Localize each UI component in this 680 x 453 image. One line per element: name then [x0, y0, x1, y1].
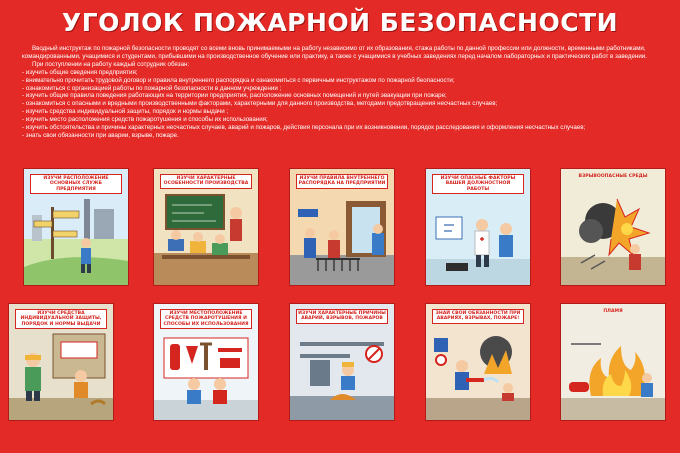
panel-label: ВЗРЫВООПАСНЫЕ СРЕДЫ	[578, 174, 648, 179]
panel-services	[23, 168, 129, 286]
duty-item: - внимательно прочитать трудовой договор и правила внутреннего распорядка и ознакомиться с первичным инструктажом по пожарной беопасности;	[22, 76, 455, 84]
duty-item: - изучить обстоятельства и причины характерных несчастных случаев, аварий и пожаров, действия персонала при их возникновении, порядок расследования и оформления несчастных случаев;	[22, 124, 586, 132]
intro-text	[22, 45, 662, 140]
panel-explosive	[560, 168, 666, 286]
panel-flame	[560, 303, 666, 421]
panel-extinguishing	[153, 303, 259, 421]
flame-illustration	[561, 304, 665, 420]
duty-item: - ознакомиться с опасными и вредными производственными факторами, характерными для данного производства, методами предотвращения несчастных случаев;	[22, 100, 498, 108]
panel-label: ИЗУЧИ МЕСТОПОЛОЖЕНИЕ СРЕДСТВ ПОЖАРОТУШЕНИЯ И СПОСОБЫ ИХ ИСПОЛЬЗОВАНИЯ	[160, 309, 252, 329]
intro-paragraph-2: При поступлении на работу каждый сотрудник обязан:	[32, 60, 190, 68]
duty-item: - изучить место расположения средств пожаротушения и способы их использования;	[22, 116, 268, 124]
panel-label: ИЗУЧИ ПРАВИЛА ВНУТРЕННЕГО РАСПОРЯДКА НА ПРЕДПРИЯТИИ	[296, 174, 388, 189]
panel-label: ПЛАМЯ	[603, 309, 623, 314]
poster-title: УГОЛОК ПОЖАРНОЙ БЕЗОПАСНОСТИ	[61, 8, 619, 37]
panel-label: ИЗУЧИ ОПАСНЫЕ ФАКТОРЫ ВАШЕЙ ДОЛЖНОСТНОЙ РАБОТЫ	[432, 174, 524, 194]
duty-item: - ознакомиться с организацией работы по пожарной безопасности в данном учреждении ;	[22, 84, 282, 92]
panel-label: ИЗУЧИ ХАРАКТЕРНЫЕ ПРИЧИНЫ АВАРИЙ, ВЗРЫВОВ, ПОЖАРОВ	[296, 309, 388, 324]
panel-label: ИЗУЧИ ХАРАКТЕРНЫЕ ОСОБЕННОСТИ ПРОИЗВОДСТВА	[160, 174, 252, 189]
panel-hazards	[425, 168, 531, 286]
duty-item: - изучить средства индивидуальной защиты, порядок и нормы выдачи ;	[22, 108, 229, 116]
explosion-illustration	[561, 169, 665, 285]
panel-rules	[289, 168, 395, 286]
duty-item: - изучить общие правила поведения работающих на территории предприятия, расположение основных помещений и путей эвакуации при пожаре;	[22, 92, 447, 100]
duty-item: - знать свои обязанности при аварии, взрыве, пожаре.	[22, 131, 179, 139]
panel-label: ЗНАЙ СВОИ ОБЯЗАННОСТИ ПРИ АВАРИЯХ, ВЗРЫВАХ, ПОЖАРЕ!	[432, 309, 524, 324]
panel-label: ИЗУЧИ СРЕДСТВА ИНДИВИДУАЛЬНОЙ ЗАЩИТЫ, ПОРЯДОК И НОРМЫ ВЫДАЧИ	[15, 309, 107, 329]
panel-ppe	[8, 303, 114, 421]
panel-label: ИЗУЧИ РАСПОЛОЖЕНИЕ ОСНОВНЫХ СЛУЖБ ПРЕДПРИЯТИЯ	[30, 174, 122, 194]
panel-duties	[425, 303, 531, 421]
intro-paragraph-1: Вводный инструктаж по пожарной безопасности проводят со всеми вновь принимаемыми на работу независимо от их образования, стажа работы по данной профессии или должности, временными работниками, командированными, учащимися и студентами, прибывшими на производственное обучение или практику, а также с учащимися в учебных заведениях перед началом лабораторных и практических работ в заведении.	[22, 45, 647, 60]
panel-production	[153, 168, 259, 286]
duty-item: - изучить общие сведения предприятия;	[22, 68, 138, 76]
panel-accidents	[289, 303, 395, 421]
